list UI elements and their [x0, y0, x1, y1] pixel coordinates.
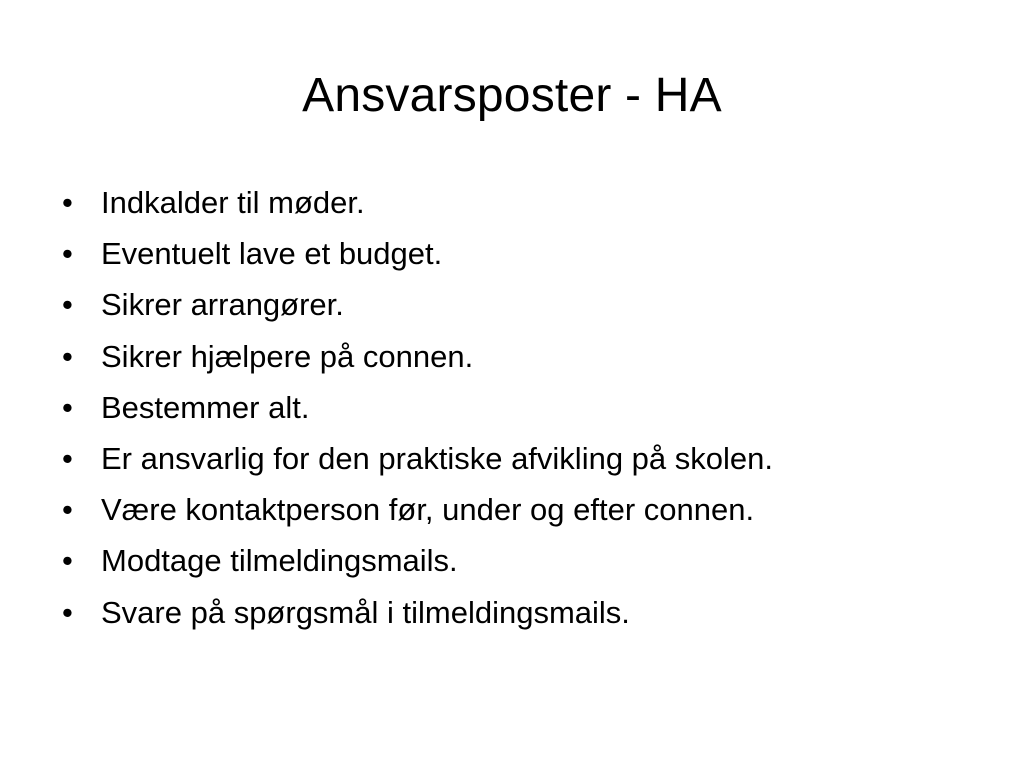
bullet-text: Sikrer arrangører.: [101, 287, 344, 323]
bullet-text: Modtage tilmeldingsmails.: [101, 543, 458, 579]
bullet-item: [62, 382, 1002, 433]
bullet-icon: •: [62, 185, 73, 220]
bullet-text: Sikrer hjælpere på connen.: [101, 338, 474, 374]
bullet-item: [62, 433, 1002, 484]
bullet-text: Indkalder til møder.: [101, 185, 365, 220]
bullet-icon: •: [62, 287, 73, 323]
bullet-text: Eventuelt lave et budget.: [101, 236, 443, 272]
bullet-text: Svare på spørgsmål i tilmeldingsmails.: [101, 594, 630, 630]
bullet-item: [62, 587, 1002, 638]
bullet-text: Bestemmer alt.: [101, 389, 310, 425]
bullet-icon: •: [62, 543, 73, 579]
bullet-text: Er ansvarlig for den praktiske afvikling på skolen.: [101, 440, 773, 476]
slide-title: Ansvarsposter - HA: [302, 69, 722, 122]
bullet-icon: •: [62, 389, 73, 425]
bullet-icon: •: [62, 338, 73, 374]
bullet-item: [62, 177, 1002, 228]
bullet-item: [62, 331, 1002, 382]
bullet-icon: •: [62, 594, 73, 630]
bullet-list: [62, 177, 1002, 638]
bullet-item: [62, 279, 1002, 330]
bullet-icon: •: [62, 236, 73, 272]
bullet-icon: •: [62, 492, 73, 528]
bullet-text: Være kontaktperson før, under og efter connen.: [101, 492, 755, 528]
bullet-item: [62, 535, 1002, 586]
bullet-item: [62, 484, 1002, 535]
bullet-icon: •: [62, 440, 73, 476]
bullet-item: [62, 228, 1002, 279]
